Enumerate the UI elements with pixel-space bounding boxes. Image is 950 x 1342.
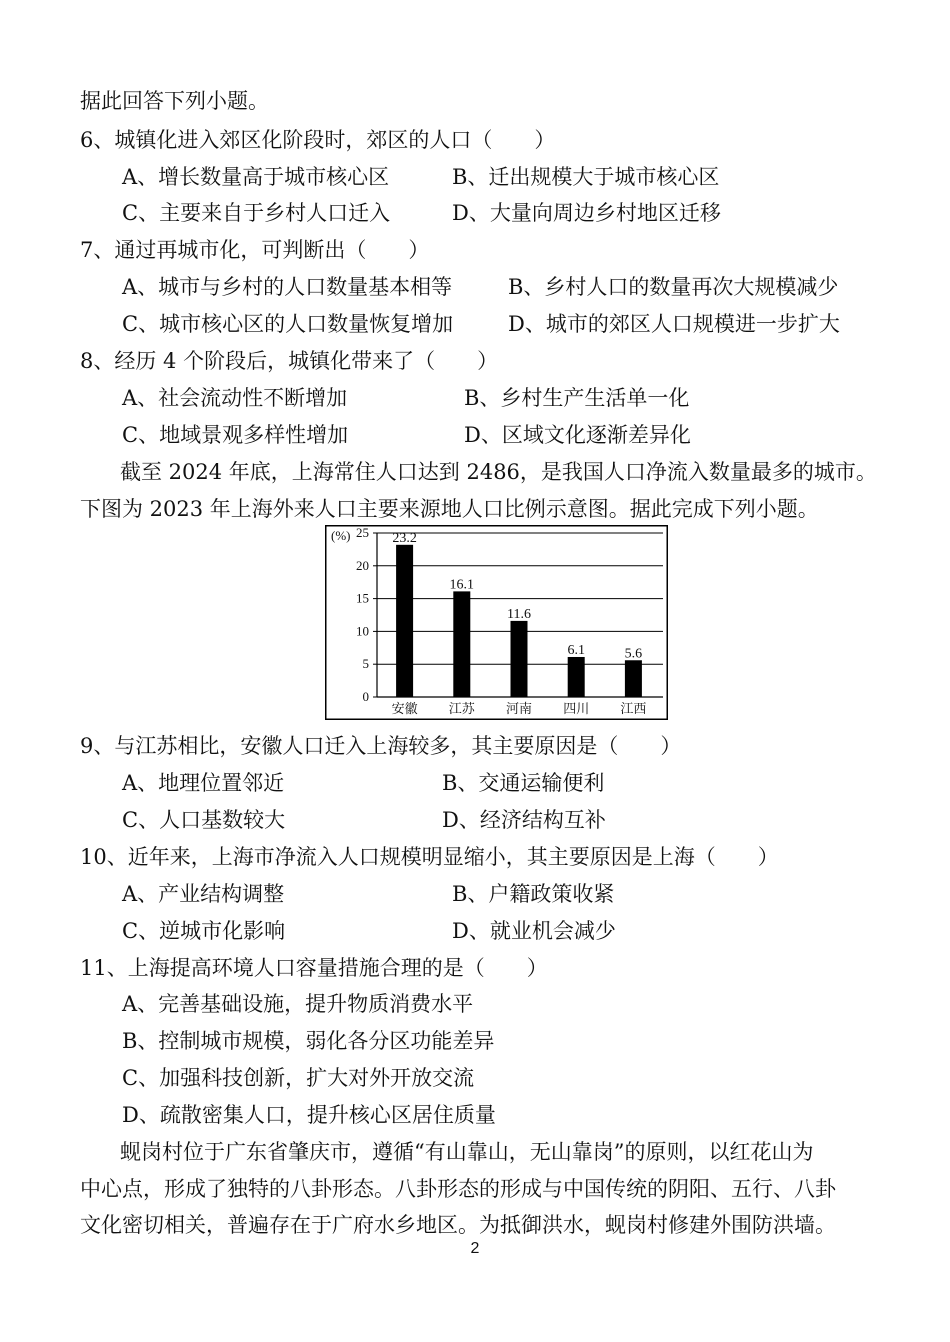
question-9: 9、与江苏相比，安徽人口迁入上海较多，其主要原因是（ ） [80,734,682,758]
category-label: 河南 [505,702,533,717]
passage-village-line1: 蚬岗村位于广东省肇庆市，遵循“有山靠山，无山靠岗”的原则，以红花山为 [120,1140,814,1164]
bar-value-label: 5.6 [624,646,643,662]
category-label: 江苏 [448,702,475,717]
bar-5 [625,660,642,697]
bar-3 [511,621,528,697]
q10-option-a: A、产业结构调整 [122,882,285,906]
bar-value-label: 6.1 [567,642,585,658]
y-tick-label: 5 [362,656,369,672]
q11-option-a: A、完善基础设施，提升物质消费水平 [122,992,474,1016]
bar-value-label: 11.6 [507,606,531,622]
bar-1 [396,545,413,697]
passage-village-line3: 文化密切相关，普遍存在于广府水乡地区。为抵御洪水，蚬岗村修建外围防洪墙。 [80,1213,836,1237]
q10-option-c: C、逆城市化影响 [122,919,286,943]
category-label: 四川 [563,702,590,717]
y-tick-label: 25 [356,525,369,540]
q9-option-a: A、地理位置邻近 [122,771,285,795]
q8-option-b: B、乡村生产生活单一化 [464,386,690,410]
y-tick-label: 0 [362,689,369,704]
q10-option-d: D、就业机会减少 [452,919,616,943]
bar-2 [453,591,470,697]
q9-option-b: B、交通运输便利 [442,771,605,795]
passage-village-line2: 中心点，形成了独特的八卦形态。八卦形态的形成与中国传统的阴阳、五行、八卦 [80,1177,836,1201]
q11-option-d: D、疏散密集人口，提升核心区居住质量 [122,1103,496,1127]
q7-option-a: A、城市与乡村的人口数量基本相等 [122,275,453,299]
y-axis-label: (%) [331,528,351,543]
q9-option-c: C、人口基数较大 [122,808,286,832]
question-10: 10、近年来，上海市净流入人口规模明显缩小，其主要原因是上海（ ） [80,845,779,869]
bar-value-label: 23.2 [392,530,417,546]
q7-option-c: C、城市核心区的人口数量恢复增加 [122,312,454,336]
q11-option-c: C、加强科技创新，扩大对外开放交流 [122,1066,475,1090]
q10-option-b: B、户籍政策收紧 [452,882,615,906]
page-number: 2 [470,1240,480,1257]
q6-option-c: C、主要来自于乡村人口迁入 [122,201,391,225]
bar-chart-svg [325,525,668,720]
q7-option-d: D、城市的郊区人口规模进一步扩大 [508,312,840,336]
question-8: 8、经历 4 个阶段后，城镇化带来了（ ） [80,349,499,373]
y-tick-label: 20 [356,557,369,573]
question-7: 7、通过再城市化，可判断出（ ） [80,238,430,262]
intro-tail: 据此回答下列小题。 [80,89,269,113]
category-label: 江西 [620,702,647,717]
question-6: 6、城镇化进入郊区化阶段时，郊区的人口（ ） [80,128,556,152]
q6-option-a: A、增长数量高于城市核心区 [122,165,390,189]
q7-option-b: B、乡村人口的数量再次大规模减少 [508,275,839,299]
q6-option-d: D、大量向周边乡村地区迁移 [452,201,721,225]
question-11: 11、上海提高环境人口容量措施合理的是（ ） [80,956,548,980]
q11-option-b: B、控制城市规模，弱化各分区功能差异 [122,1029,495,1053]
category-label: 安徽 [391,702,418,717]
passage-shanghai-line2: 下图为 2023 年上海外来人口主要来源地人口比例示意图。据此完成下列小题。 [80,497,819,521]
population-source-chart [325,525,668,720]
q9-option-d: D、经济结构互补 [442,808,606,832]
y-tick-label: 15 [356,590,369,606]
q8-option-c: C、地域景观多样性增加 [122,423,349,447]
q6-option-b: B、迁出规模大于城市核心区 [452,165,720,189]
bar-4 [568,657,585,697]
q8-option-a: A、社会流动性不断增加 [122,386,348,410]
q8-option-d: D、区域文化逐渐差异化 [464,423,691,447]
passage-shanghai-line1: 截至 2024 年底，上海常住人口达到 2486，是我国人口净流入数量最多的城市。 [120,460,877,484]
y-tick-label: 10 [356,623,369,639]
bar-value-label: 16.1 [449,577,475,593]
